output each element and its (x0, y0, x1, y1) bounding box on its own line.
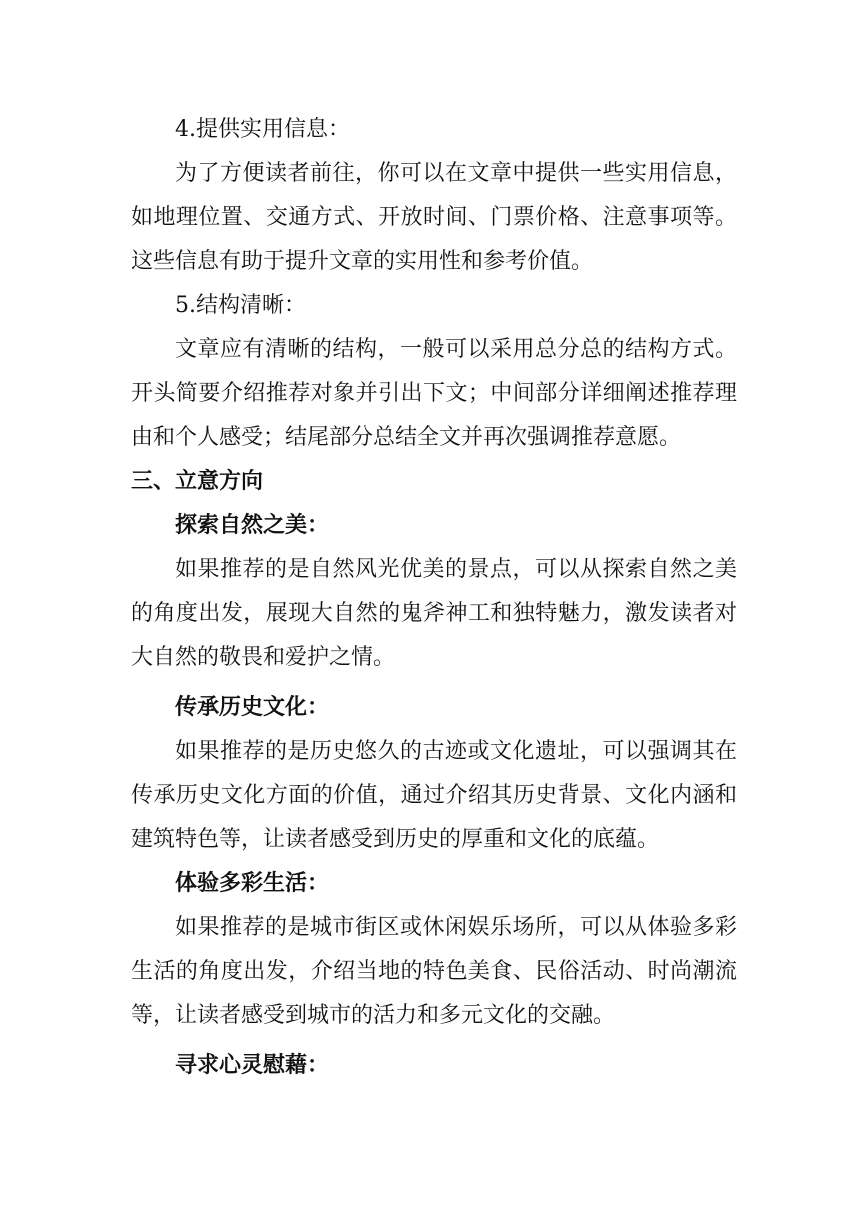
colorful-life-body: 如果推荐的是城市街区或休闲娱乐场所，可以从体验多彩生活的角度出发，介绍当地的特色美食、民俗活动、时尚潮流等，让读者感受到城市的活力和多元文化的交融。 (131, 915, 737, 1028)
part-3-heading: 三、立意方向 (131, 469, 264, 494)
section-4-label: 4.提供实用信息： (175, 117, 350, 142)
nature-beauty-title: 探索自然之美： (175, 513, 330, 538)
soul-comfort-title: 寻求心灵慰藉： (175, 1053, 330, 1078)
section-5-body: 文章应有清晰的结构，一般可以采用总分总的结构方式。开头简要介绍推荐对象并引出下文；中间部分详细阐述推荐理由和个人感受；结尾部分总结全文并再次强调推荐意愿。 (131, 337, 737, 450)
section-5-label: 5.结构清晰： (175, 293, 306, 318)
history-culture-title: 传承历史文化： (175, 695, 330, 720)
colorful-life-title: 体验多彩生活： (175, 871, 330, 896)
document-content (131, 108, 737, 1088)
history-culture-body: 如果推荐的是历史悠久的古迹或文化遗址，可以强调其在传承历史文化方面的价值，通过介绍其历史背景、文化内涵和建筑特色等，让读者感受到历史的厚重和文化的底蕴。 (131, 739, 737, 852)
nature-beauty-body: 如果推荐的是自然风光优美的景点，可以从探索自然之美的角度出发，展现大自然的鬼斧神工和独特魅力，激发读者对大自然的敬畏和爱护之情。 (131, 557, 737, 670)
section-4-body: 为了方便读者前往，你可以在文章中提供一些实用信息，如地理位置、交通方式、开放时间、门票价格、注意事项等。这些信息有助于提升文章的实用性和参考价值。 (131, 161, 737, 274)
